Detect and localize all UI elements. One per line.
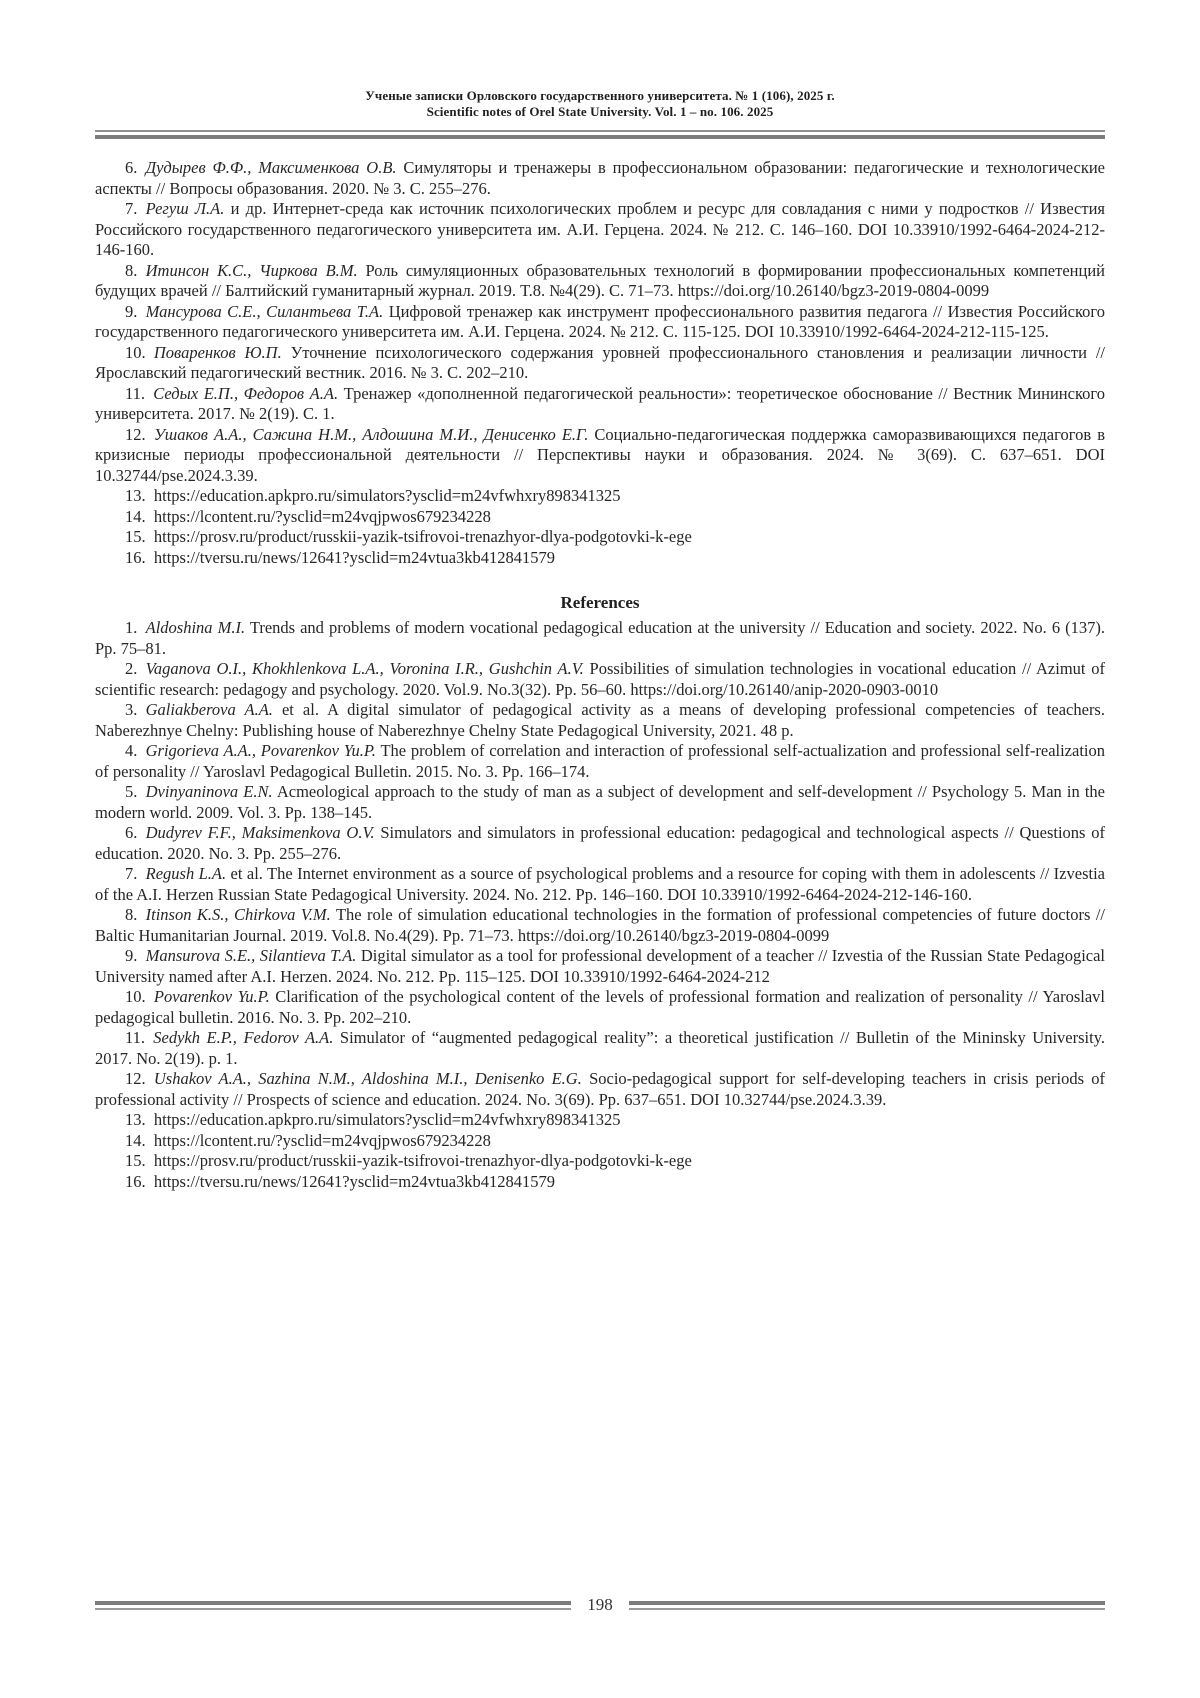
reference-number: 14. (125, 506, 146, 526)
reference-number: 13. (125, 486, 146, 505)
reference-authors: Dudyrev F.F., Maksimenkova O.V. (145, 823, 375, 842)
reference-text: https://tversu.ru/news/12641?ysclid=m24vtua3kb412841579 (153, 547, 556, 567)
reference-number: 4. (125, 741, 138, 760)
reference-number: 9. (125, 301, 138, 321)
reference-number: 8. (125, 260, 138, 280)
references-en-list (95, 618, 1105, 1192)
reference-text: Digital simulator as a tool for professional development of a teacher // Izvestia of the Russian State Pedagogical University named after A.I. Herzen. 2024. No. 212. Pp. 115–125. DOI 10.33910/1992-6464-2024-212 (95, 946, 1106, 986)
references-ru-list (95, 158, 1105, 568)
reference-text: https://lcontent.ru/?ysclid=m24vqjpwos679234228 (153, 506, 491, 526)
reference-number: 8. (125, 905, 138, 924)
reference-item (95, 302, 1105, 343)
reference-text: Социально-педагогическая поддержка саморазвивающихся педагогов в кризисные периоды профессиональной деятельности // Перспективы науки и образования. 2024. № 3(69). С. 637–651. DOI 10.32744/pse.2024.3.39. (95, 424, 1106, 485)
page-footer (95, 1595, 1105, 1615)
reference-number: 6. (125, 158, 138, 177)
reference-authors: Dvinyaninova E.N. (145, 782, 273, 801)
reference-number: 16. (125, 547, 146, 567)
reference-number: 10. (125, 987, 146, 1006)
reference-text: et al. The Internet environment as a source of psychological problems and a resource for coping with them in adolescents // Izvestia of the A.I. Herzen Russian State Pedagogical University. 2024. No. 212. Pp. 146–160. DOI 10.33910/1992-6464-2024-212-146-160. (95, 864, 1105, 904)
reference-text: и др. Интернет-среда как источник психологических проблем и ресурс для совладания с ними у подростков // Известия Российского государственного педагогического университета им. А.И. Герцена. 2024. № 212. С. 146–160. DOI 10.33910/1992-6464-2024-212-146-160. (95, 199, 1106, 259)
reference-authors: Mansurova S.E., Silantieva T.A. (145, 946, 357, 965)
reference-item (95, 486, 1105, 507)
reference-text: Simulator of “augmented pedagogical reality”: a theoretical justification // Bulletin of the Mininsky University. 2017. No. 2(19). p. 1. (95, 1028, 1106, 1068)
reference-text: Trends and problems of modern vocational pedagogical education at the university // Education and society. 2022. No. 6 (137). Pp. 75–81. (95, 618, 1105, 658)
reference-text: https://prosv.ru/product/russkii-yazik-tsifrovoi-trenazhyor-dlya-podgotovki-k-ege (153, 527, 692, 546)
reference-item (95, 1028, 1105, 1069)
reference-text: https://education.apkpro.ru/simulators?ysclid=m24vfwhxry898341325 (153, 486, 621, 505)
reference-item (95, 507, 1105, 528)
reference-item (95, 548, 1105, 569)
footer-rule-left (95, 1601, 571, 1610)
reference-authors: Galiakberova A.A. (145, 700, 273, 719)
reference-text: https://prosv.ru/product/russkii-yazik-tsifrovoi-trenazhyor-dlya-podgotovki-k-ege (153, 1151, 692, 1170)
reference-text: The role of simulation educational technologies in the formation of professional competencies of future doctors // Baltic Humanitarian Journal. 2019. Vol.8. No.4(29). Pp. 71–73. https://doi.org/10.26140/bgz3-2019-0804-0099 (95, 905, 1105, 945)
reference-item (95, 905, 1105, 946)
reference-item (95, 700, 1105, 741)
reference-authors: Итинсон К.С., Чиркова В.М. (145, 260, 358, 280)
reference-item (95, 343, 1105, 384)
reference-text: Симуляторы и тренажеры в профессиональном образовании: педагогические и технологические аспекты // Вопросы образования. 2020. № 3. С. 255–276. (95, 158, 1106, 198)
reference-text: Acmeological approach to the study of man as a subject of development and self-development // Psychology 5. Man in the modern world. 2009. Vol. 3. Pp. 138–145. (95, 782, 1105, 822)
reference-authors: Седых Е.П., Федоров А.А. (153, 383, 339, 403)
reference-text: Роль симуляционных образовательных технологий в формировании профессиональных компетенций будущих врачей // Балтийский гуманитарный журнал. 2019. Т.8. №4(29). С. 71–73. https://doi.org/10.26140/bgz3-2019-0804-0099 (95, 260, 1105, 300)
footer-rule-right-thin (629, 1608, 1105, 1610)
header-double-rule (95, 130, 1105, 139)
reference-number: 12. (125, 424, 146, 444)
reference-number: 11. (125, 1028, 146, 1047)
reference-item (95, 823, 1105, 864)
reference-number: 2. (125, 659, 138, 678)
reference-item (95, 1110, 1105, 1131)
header-rule-thin (95, 130, 1105, 132)
footer-rule-left-thick (95, 1601, 571, 1605)
reference-number: 6. (125, 823, 138, 842)
reference-number: 10. (125, 342, 146, 362)
reference-item (95, 158, 1105, 199)
reference-text: Possibilities of simulation technologies in vocational education // Azimut of scientific research: pedagogy and psychology. 2020. Vol.9. No.3(32). Pp. 56–60. https://doi.org/10.26140/anip-2020-0903-0010 (95, 659, 1105, 699)
reference-item (95, 527, 1105, 548)
reference-number: 15. (125, 527, 146, 546)
reference-text: https://education.apkpro.ru/simulators?ysclid=m24vfwhxry898341325 (153, 1110, 621, 1129)
footer-rule-right (629, 1601, 1105, 1610)
reference-text: Уточнение психологического содержания уровней профессионального становления и реализации личности // Ярославский педагогический вестник. 2016. № 3. С. 202–210. (95, 342, 1105, 382)
reference-item (95, 384, 1105, 425)
footer-rule-left-thin (95, 1608, 571, 1610)
reference-authors: Regush L.A. (145, 864, 227, 883)
reference-authors: Itinson K.S., Chirkova V.M. (145, 905, 331, 924)
reference-number: 13. (125, 1110, 146, 1129)
reference-number: 14. (125, 1130, 146, 1150)
reference-number: 9. (125, 946, 138, 965)
reference-number: 1. (125, 618, 138, 637)
reference-item (95, 1131, 1105, 1152)
reference-item (95, 946, 1105, 987)
reference-number: 3. (125, 700, 138, 719)
reference-text: et al. A digital simulator of pedagogical activity as a means of developing professional competencies of teachers. Naberezhnye Chelny: Publishing house of Naberezhnye Chelny State Pedagogical University, 2021. 48 p. (95, 700, 1105, 740)
running-head-line-en: Scientific notes of Orel State University. Vol. 1 – no. 106. 2025 (426, 104, 774, 119)
reference-item (95, 261, 1105, 302)
reference-number: 12. (125, 1069, 146, 1088)
reference-item (95, 1172, 1105, 1193)
footer-rule-right-thick (629, 1601, 1105, 1605)
reference-item (95, 659, 1105, 700)
reference-item (95, 987, 1105, 1028)
reference-item (95, 1069, 1105, 1110)
reference-text: Цифровой тренажер как инструмент профессионального развития педагога // Известия Российского государственного педагогического университета им. А.И. Герцена. 2024. № 212. С. 115-125. DOI 10.33910/1992-6464-2024-212-115-125. (95, 301, 1105, 341)
reference-item (95, 199, 1105, 261)
reference-item (95, 782, 1105, 823)
reference-authors: Sedykh E.P., Fedorov A.A. (153, 1028, 334, 1047)
page-number: 198 (587, 1595, 613, 1614)
reference-item (95, 618, 1105, 659)
reference-authors: Ушаков А.А., Сажина Н.М., Алдошина М.И., Денисенко Е.Г. (153, 424, 589, 444)
reference-text: Тренажер «дополненной педагогической реальности»: теоретическое обоснование // Вестник Мининского университета. 2017. № 2(19). С. 1. (95, 383, 1105, 423)
reference-authors: Регуш Л.А. (145, 199, 225, 218)
reference-authors: Aldoshina M.I. (145, 618, 246, 637)
reference-item (95, 425, 1105, 487)
reference-authors: Ushakov A.A., Sazhina N.M., Aldoshina M.I., Denisenko E.G. (153, 1069, 582, 1088)
reference-text: Simulators and simulators in professional education: pedagogical and technological aspects // Questions of education. 2020. No. 3. Pp. 255–276. (95, 823, 1105, 863)
reference-text: https://tversu.ru/news/12641?ysclid=m24vtua3kb412841579 (153, 1171, 556, 1191)
reference-number: 11. (125, 383, 146, 403)
reference-text: Socio-pedagogical support for self-developing teachers in crisis periods of professional activity // Prospects of science and education. 2024. No. 3(69). Pp. 637–651. DOI 10.32744/pse.2024.3.39. (95, 1069, 1105, 1109)
reference-item (95, 741, 1105, 782)
header-rule-thick (95, 135, 1105, 139)
reference-authors: Дудырев Ф.Ф., Максименкова О.В. (145, 158, 397, 177)
running-head-line-ru: Ученые записки Орловского государственного университета. № 1 (106), 2025 г. (365, 88, 835, 103)
reference-text: Clarification of the psychological content of the levels of professional formation and realization of personality // Yaroslavl pedagogical bulletin. 2016. No. 3. Pp. 202–210. (95, 987, 1106, 1027)
reference-authors: Мансурова С.Е., Силантьева Т.А. (145, 301, 384, 321)
reference-authors: Vaganova O.I., Khokhlenkova L.A., Voronina I.R., Gushchin A.V. (145, 659, 584, 678)
reference-number: 5. (125, 782, 138, 801)
references-section (95, 158, 1105, 1192)
reference-number: 16. (125, 1171, 146, 1191)
reference-item (95, 1151, 1105, 1172)
references-heading: References (560, 593, 640, 612)
reference-number: 7. (125, 864, 138, 883)
reference-text: https://lcontent.ru/?ysclid=m24vqjpwos679234228 (153, 1130, 491, 1150)
reference-number: 15. (125, 1151, 146, 1170)
reference-authors: Povarenkov Yu.P. (153, 987, 270, 1006)
reference-authors: Grigorieva A.A., Povarenkov Yu.P. (145, 741, 376, 760)
reference-text: The problem of correlation and interaction of professional self-actualization and professional self-realization of personality // Yaroslavl Pedagogical Bulletin. 2015. No. 3. Pp. 166–174. (95, 741, 1105, 781)
journal-running-head (95, 88, 1105, 120)
reference-number: 7. (125, 199, 138, 218)
reference-authors: Поваренков Ю.П. (153, 342, 282, 362)
reference-item (95, 864, 1105, 905)
